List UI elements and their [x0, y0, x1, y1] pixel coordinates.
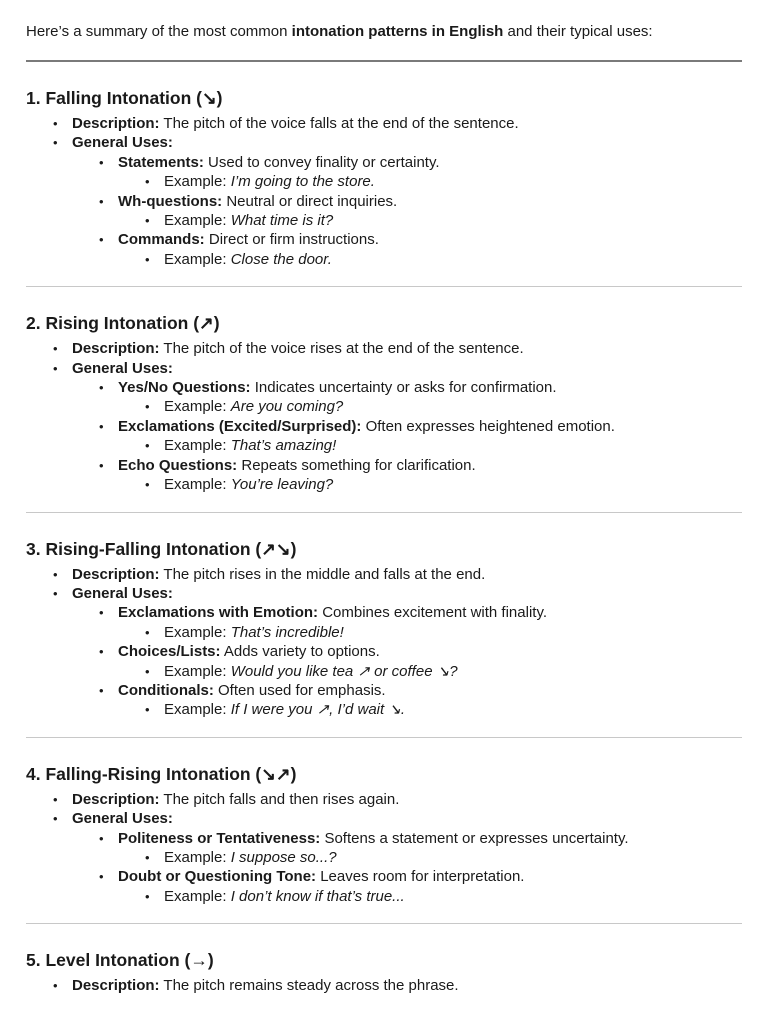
use-item	[26, 153, 742, 172]
use-item	[26, 681, 742, 700]
example-item	[26, 623, 742, 642]
general-uses-item	[26, 133, 742, 152]
description-item	[26, 339, 742, 358]
description-label: Description:	[72, 340, 160, 358]
example-label: Example:	[164, 173, 231, 191]
bullet: •	[99, 869, 104, 885]
example-text: What time is it?	[230, 212, 334, 230]
divider	[26, 60, 742, 62]
use-item	[26, 603, 742, 622]
bullet: •	[145, 174, 150, 190]
section-heading: 2. Rising Intonation (↗)	[26, 313, 220, 334]
use-text: Direct or firm instructions.	[204, 231, 379, 249]
description-item	[26, 565, 742, 584]
use-label: Statements:	[118, 153, 204, 171]
intro-paragraph	[26, 22, 742, 42]
example-item	[26, 700, 742, 719]
description-text: The pitch remains steady across the phrase.	[159, 977, 459, 995]
example-text: Close the door.	[230, 250, 332, 268]
bullet: •	[99, 154, 104, 170]
bullet: •	[53, 360, 58, 376]
use-text: Neutral or direct inquiries.	[222, 192, 398, 210]
use-label: Yes/No Questions:	[118, 379, 251, 397]
bullet: •	[53, 791, 58, 807]
use-text: Often expresses heightened emotion.	[361, 417, 615, 435]
general-uses-label: General Uses:	[72, 134, 173, 152]
example-label: Example:	[164, 437, 231, 455]
example-item	[26, 887, 742, 906]
example-item	[26, 250, 742, 269]
bullet: •	[53, 135, 58, 151]
use-text: Combines excitement with finality.	[318, 604, 548, 622]
use-label: Politeness or Tentativeness:	[118, 829, 321, 847]
sections-container	[26, 87, 742, 996]
bullet: •	[99, 682, 104, 698]
bullet: •	[53, 811, 58, 827]
use-text: Repeats something for clarification.	[237, 456, 476, 474]
bullet: •	[53, 566, 58, 582]
use-text: Often used for emphasis.	[213, 681, 386, 699]
example-label: Example:	[164, 887, 231, 905]
bullet: •	[145, 213, 150, 229]
bullet: •	[99, 232, 104, 248]
intro-bold: intonation patterns in English	[291, 23, 504, 40]
use-text: Adds variety to options.	[220, 643, 380, 661]
use-label: Wh-questions:	[118, 192, 223, 210]
example-item	[26, 172, 742, 191]
description-label: Description:	[72, 115, 160, 132]
general-uses-label: General Uses:	[72, 810, 173, 828]
divider	[26, 923, 742, 924]
general-uses-item	[26, 809, 742, 828]
description-text: The pitch of the voice falls at the end of the sentence.	[159, 115, 519, 132]
use-label: Commands:	[118, 231, 205, 249]
example-label: Example:	[164, 662, 231, 680]
description-item	[26, 790, 742, 809]
use-label: Doubt or Questioning Tone:	[118, 868, 317, 886]
example-item	[26, 436, 742, 455]
section-heading: 1. Falling Intonation (↘)	[26, 88, 223, 108]
use-item	[26, 192, 742, 211]
example-item	[26, 211, 742, 230]
bullet: •	[99, 605, 104, 621]
bullet: •	[53, 978, 58, 994]
bullet: •	[99, 830, 104, 846]
bullet: •	[99, 193, 104, 209]
general-uses-item	[26, 584, 742, 603]
bullet: •	[145, 663, 150, 679]
bullet: •	[145, 477, 150, 493]
description-label: Description:	[72, 977, 160, 995]
example-label: Example:	[164, 398, 231, 416]
use-text: Leaves room for interpretation.	[316, 868, 525, 886]
divider	[26, 512, 742, 513]
divider	[26, 737, 742, 738]
example-text: That’s amazing!	[230, 437, 337, 455]
use-label: Exclamations with Emotion:	[118, 604, 319, 622]
use-text: Softens a statement or expresses uncertainty.	[320, 829, 629, 847]
use-item	[26, 829, 742, 848]
use-item	[26, 642, 742, 661]
general-uses-label: General Uses:	[72, 584, 173, 602]
general-uses-label: General Uses:	[72, 359, 173, 377]
bullet: •	[99, 418, 104, 434]
use-item	[26, 456, 742, 475]
example-text: If I were you ↗, I’d wait ↘.	[230, 701, 406, 719]
description-text: The pitch rises in the middle and falls at the end.	[159, 565, 486, 583]
use-text: Indicates uncertainty or asks for confirmation.	[250, 379, 557, 397]
divider	[26, 286, 742, 287]
example-text: I suppose so...?	[230, 848, 337, 866]
use-label: Choices/Lists:	[118, 643, 221, 661]
example-text: That’s incredible!	[230, 623, 344, 641]
section-heading: 3. Rising-Falling Intonation (↗↘)	[26, 538, 297, 559]
intro-prefix: Here’s a summary of the most common	[26, 23, 292, 40]
use-item	[26, 378, 742, 397]
bullet: •	[53, 341, 58, 357]
section-heading: 4. Falling-Rising Intonation (↘↗)	[26, 763, 297, 784]
example-label: Example:	[164, 476, 231, 494]
example-label: Example:	[164, 623, 231, 641]
description-item	[26, 114, 742, 133]
bullet: •	[145, 399, 150, 415]
example-text: I don’t know if that’s true...	[230, 887, 405, 905]
intro-suffix: and their typical uses:	[503, 23, 653, 40]
example-text: I’m going to the store.	[230, 173, 375, 191]
example-label: Example:	[164, 250, 231, 268]
example-item	[26, 848, 742, 867]
example-text: Are you coming?	[230, 398, 344, 416]
general-uses-item	[26, 359, 742, 378]
bullet: •	[99, 644, 104, 660]
description-label: Description:	[72, 565, 160, 583]
description-item	[26, 976, 742, 995]
use-text: Used to convey finality or certainty.	[203, 153, 440, 171]
bullet: •	[99, 380, 104, 396]
bullet: •	[53, 585, 58, 601]
use-item	[26, 417, 742, 436]
description-label: Description:	[72, 790, 160, 808]
example-item	[26, 662, 742, 681]
bullet: •	[53, 116, 58, 131]
description-text: The pitch of the voice rises at the end of the sentence.	[159, 340, 524, 358]
example-label: Example:	[164, 701, 231, 719]
use-item	[26, 867, 742, 886]
bullet: •	[145, 849, 150, 865]
bullet: •	[145, 438, 150, 454]
bullet: •	[145, 888, 150, 904]
use-item	[26, 230, 742, 249]
example-label: Example:	[164, 848, 231, 866]
example-text: Would you like tea ↗ or coffee ↘?	[230, 662, 458, 680]
bullet: •	[145, 702, 150, 718]
description-text: The pitch falls and then rises again.	[159, 790, 400, 808]
use-label: Exclamations (Excited/Surprised):	[118, 417, 362, 435]
example-label: Example:	[164, 212, 231, 230]
example-item	[26, 397, 742, 416]
example-item	[26, 475, 742, 494]
use-label: Echo Questions:	[118, 456, 238, 474]
bullet: •	[145, 251, 150, 267]
example-text: You’re leaving?	[230, 476, 334, 494]
use-label: Conditionals:	[118, 681, 214, 699]
section-heading: 5. Level Intonation (→)	[26, 950, 214, 971]
bullet: •	[99, 457, 104, 473]
bullet: •	[145, 624, 150, 640]
